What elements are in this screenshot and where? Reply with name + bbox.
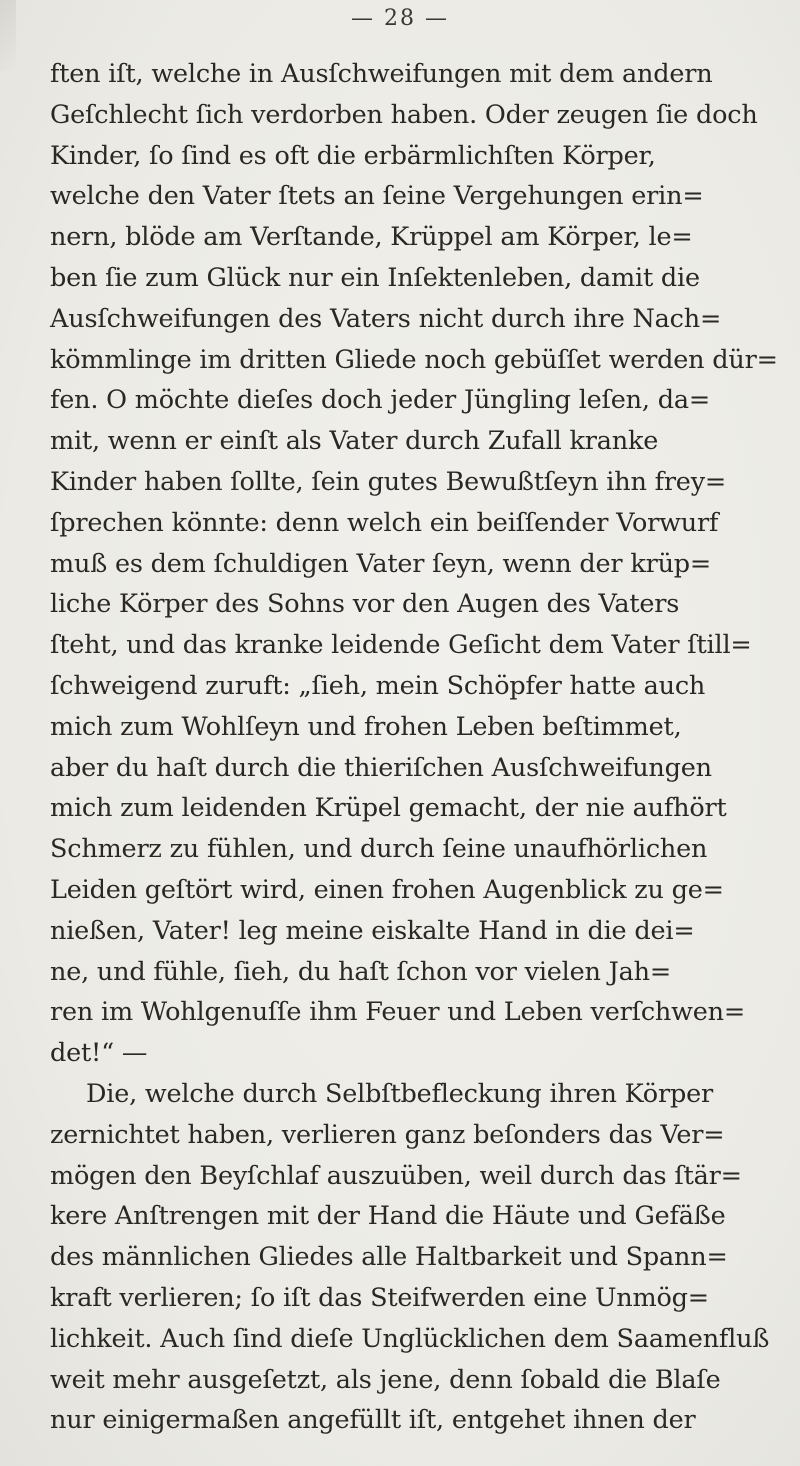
text-line: Ausſchweifungen des Vaters nicht durch ihre Nach= [50,303,722,334]
paragraph-start-line: Die, welche durch Selbſtbefleckung ihren Körper [86,1078,713,1109]
text-line: kere Anſtrengen mit der Hand die Häute und Gefäße [50,1201,726,1232]
text-line: liche Körper des Sohns vor den Augen des Vaters [50,589,680,620]
text-line: nießen, Vater! leg meine eiskalte Hand in die dei= [50,915,695,946]
text-line: kraft verlieren; ſo iſt das Steifwerden eine Unmög= [50,1282,709,1313]
text-line: nern, blöde am Verſtande, Krüppel am Körper, le= [50,222,693,253]
text-line: Leiden geſtört wird, einen frohen Augenblick zu ge= [50,874,724,905]
text-line: mich zum Wohlſeyn und frohen Leben beſtimmet, [50,711,682,742]
text-line: ften iſt, welche in Ausſchweifungen mit dem andern [50,59,713,89]
text-line: ſprechen könnte: denn welch ein beiſſender Vorwurf [50,507,719,538]
text-line: nur einigermaßen angefüllt iſt, entgehet ihnen der [50,1405,696,1436]
text-line: ſteht, und das kranke leidende Geſicht dem Vater ſtill= [50,630,752,661]
text-line: ſchweigend zuruft: „ſieh, mein Schöpfer hatte auch [50,670,706,701]
text-line: kömmlinge im dritten Gliede noch gebüſſet werden dür= [50,344,778,375]
text-line: Schmerz zu fühlen, und durch ſeine unaufhörlichen [50,834,708,865]
text-line: lichkeit. Auch ſind dieſe Unglücklichen dem Saamenfluß [50,1323,770,1354]
text-line: mit, wenn er einſt als Vater durch Zufall kranke [50,426,659,457]
text-line: mich zum leidenden Krüpel gemacht, der nie aufhört [50,793,727,824]
text-line: Kinder haben ſollte, ſein gutes Bewußtſeyn ihn frey= [50,466,727,497]
text-line: mögen den Beyſchlaf auszuüben, weil durch das ſtär= [50,1160,742,1191]
text-line: ben ſie zum Glück nur ein Inſektenleben, damit die [50,262,700,293]
text-line: Geſchlecht ſich verdorben haben. Oder zeugen ſie doch [50,99,758,130]
text-line: det!“ — [50,1038,148,1069]
text-line: fen. O möchte dieſes doch jeder Jüngling leſen, da= [50,385,710,416]
text-line: zernichtet haben, verlieren ganz beſonders das Ver= [50,1119,725,1150]
body-text [50,54,780,1441]
page-number: — 28 — [351,6,449,31]
text-line: ren im Wohlgenuſſe ihm Feuer und Leben verſchwen= [50,997,746,1028]
text-line: ne, und fühle, ſieh, du haſt ſchon vor vielen Jah= [50,956,672,987]
text-line: Kinder, ſo ſind es oft die erbärmlichſten Körper, [50,140,656,171]
text-line: aber du haſt durch die thieriſchen Ausſchweifungen [50,752,712,783]
text-line: des männlichen Gliedes alle Haltbarkeit und Spann= [50,1242,728,1273]
text-line: welche den Vater ſtets an ſeine Vergehungen erin= [50,181,704,212]
text-line: muß es dem ſchuldigen Vater ſeyn, wenn der krüp= [50,548,712,579]
text-line: weit mehr ausgeſetzt, als jene, denn ſobald die Blaſe [50,1364,721,1395]
